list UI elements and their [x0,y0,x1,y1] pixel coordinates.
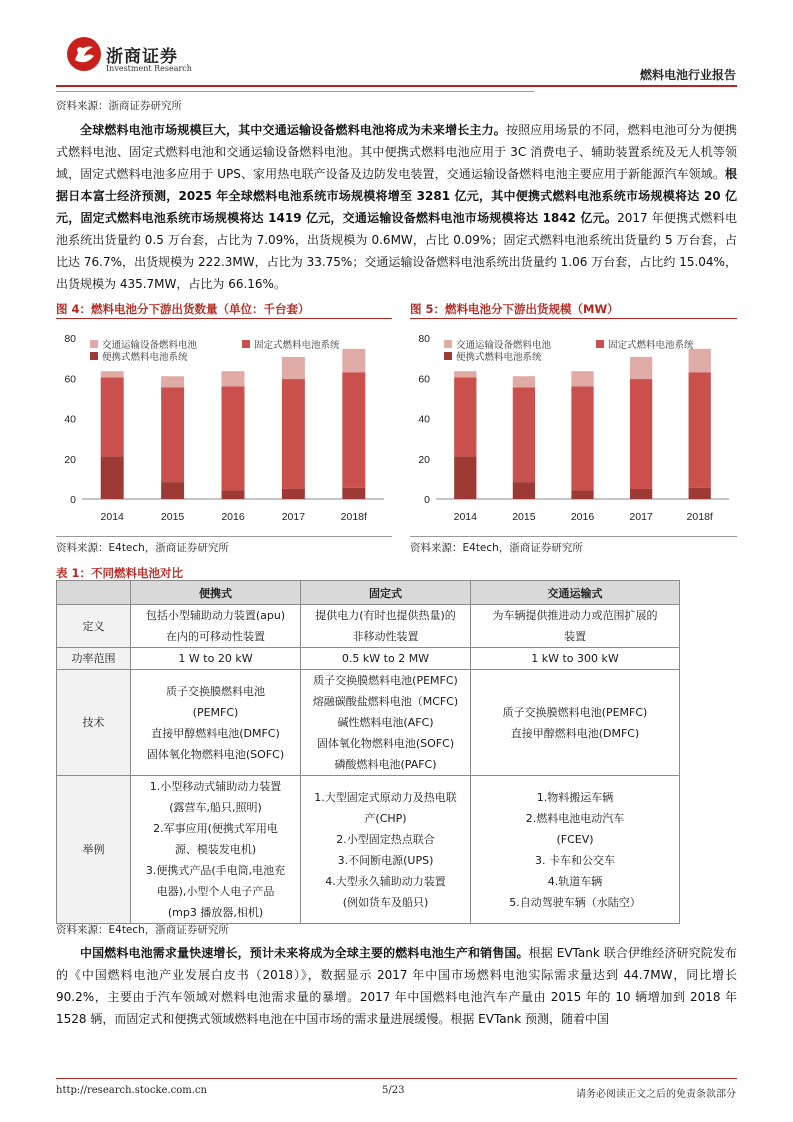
table-cell [301,776,471,924]
y-tick-label: 60 [418,373,430,386]
header-divider [56,85,737,87]
source-note-top: 资料来源：浙商证券研究所 [56,100,182,112]
legend-label: 固定式燃料电池系统 [254,340,340,351]
table-cell-line: 固体氧化物燃料电池(SOFC) [316,737,455,750]
legend-swatch [444,340,452,348]
table-cell [301,605,471,648]
table-cell-line: 磷酸燃料电池(PAFC) [334,758,437,771]
bar-segment-portable [513,482,535,499]
bar-segment-transport [513,376,535,387]
figure-4-source: 资料来源：E4tech，浙商证券研究所 [56,542,229,554]
table-cell-line: 碱性燃料电池(AFC) [337,716,434,729]
bar-segment-fixed [282,379,305,489]
table-cell-line: 装置 [564,630,586,643]
zheshang-logo-icon [66,36,102,72]
x-tick-label: 2017 [281,511,306,523]
y-tick-label: 40 [64,413,76,426]
bar-segment-portable [161,482,184,499]
figure-4-rule [56,318,392,319]
table-cell-line: 2.军事应用(便携式军用电 [153,822,278,835]
table-cell-line: 3. 卡车和公交车 [535,853,615,867]
legend-swatch [90,340,98,348]
paragraph2-lead-bold: 中国燃料电池需求量快速增长，预计未来将成为全球主要的燃料电池生产和销售国。 [80,946,529,960]
bar-segment-transport [101,371,124,377]
table-cell-line: 1 W to 20 kW [178,652,253,665]
y-tick-label: 80 [64,333,76,345]
figure-5-source: 资料来源：E4tech，浙商证券研究所 [410,542,583,554]
figure-5-rule [410,318,737,319]
bar-segment-portable [571,491,593,499]
table-cell-line: 直接甲醇燃料电池(DMFC) [510,726,640,740]
figure-5-chart [410,324,737,532]
table-cell-line: 2.小型固定热点联合 [336,832,435,846]
x-tick-label: 2014 [453,511,477,523]
bar-segment-transport [161,376,184,387]
table-cell-line: 为车辆提供推进动力或范围扩展的 [492,609,658,622]
table-cell-line: (mp3 播放器,相机) [167,906,264,919]
table-cell-line: 源、模装发电机) [174,843,257,856]
paragraph-forecast-bold: 根据日本富士经济预测，2025 年全球燃料电池系统市场规模将增至 3281 亿元，其中便携式燃料电池系统市场规模将达 20 亿元，固定式燃料电池系统市场规模将达 1419 亿元，交通运输设备燃料电池市场规模将达 1842 亿元。 [56,167,737,225]
x-tick-label: 2018f [340,511,367,523]
y-tick-label: 20 [64,453,76,466]
figure-5-title: 图 5：燃料电池分下游出货规模（MW） [410,302,619,316]
bar-segment-fixed [630,379,652,489]
bar-segment-portable [689,488,711,499]
bar-segment-transport [571,371,593,386]
bar-segment-fixed [161,388,184,483]
table-cell-line: 1.物料搬运车辆 [536,790,614,804]
bar-segment-transport [342,349,365,372]
bar-segment-fixed [454,377,476,456]
table-cell-line: 在内的可移动性装置 [166,630,265,643]
table-cell [471,605,680,648]
footer-divider [56,1078,737,1079]
table-header-fixed: 固定式 [301,581,471,605]
table-cell-line: 4.大型永久辅助动力装置 [325,874,446,888]
x-tick-label: 2015 [160,511,185,523]
x-tick-label: 2016 [570,511,595,523]
table-cell-line: 电器),小型个人电子产品 [156,885,275,898]
x-tick-label: 2017 [629,511,653,523]
table-cell-line: 质子交换膜燃料电池 [166,684,265,698]
paragraph-body: 按照应用场景的不同，燃料电池可分为便携式燃料电池、固定式燃料电池和交通运输设备燃料电池。其中便携式燃料电池应用于 3C 消费电子、辅助装置系统及无人机等领域，固定式燃料电池多应用于 UPS、家用热电联产设备及边防发电装置，交通运输设备燃料电池主要应用于新能源汽车领域。 [56,123,737,181]
bar-segment-portable [282,489,305,499]
table-cell [131,670,301,776]
report-title: 燃料电池行业报告 [639,68,736,82]
table-cell-line: (露营车,船只,照明) [169,801,262,814]
bar-segment-transport [454,371,476,377]
x-tick-label: 2015 [512,511,536,523]
table-cell-line: 5.自动驾驶车辆（水陆空） [509,895,641,909]
table-header-row [57,581,680,605]
figure-5-bottom-rule [410,536,737,537]
legend-label: 便携式燃料电池系统 [102,352,188,363]
table-cell [471,776,680,924]
table-row-power-range [57,648,680,670]
y-tick-label: 80 [418,333,430,345]
table-cell-line: (FCEV) [556,832,594,846]
page-number: 5/23 [382,1085,405,1096]
table-cell-line: 1 kW to 300 kW [531,652,619,665]
legend-label: 固定式燃料电池系统 [608,340,694,351]
figure-4-title: 图 4：燃料电池分下游出货数量（单位：千台套） [56,302,310,316]
figure-4-chart [56,324,392,532]
bar-segment-portable [630,489,652,499]
table-cell-line: 3.便携式产品(手电筒,电池充 [145,864,286,877]
table-cell [131,648,301,670]
table-header-transport: 交通运输式 [471,581,680,605]
y-tick-label: 0 [424,494,430,506]
table-row-examples [57,776,680,924]
x-tick-label: 2018f [686,511,713,523]
bar-segment-fixed [513,388,535,483]
bar-segment-transport [282,357,305,379]
y-tick-label: 20 [418,453,430,466]
footer-url[interactable]: http://research.stocke.com.cn [56,1085,207,1096]
table-cell [131,605,301,648]
table-1-source: 资料来源：E4tech，浙商证券研究所 [56,924,229,936]
table-cell-line: 产(CHP) [364,811,407,825]
bar-segment-fixed [101,377,124,456]
table-1-title: 表 1：不同燃料电池对比 [56,566,184,580]
paragraph-global-market [56,119,737,295]
y-tick-label: 40 [418,413,430,426]
table-cell-line: 1.小型移动式辅助动力装置 [149,780,282,793]
legend-label: 交通运输设备燃料电池 [456,340,552,351]
bar-segment-portable [454,456,476,499]
table-cell-line: 1.大型固定式原动力及热电联 [314,790,457,804]
table-row-label: 功率范围 [57,648,131,670]
source-divider [56,91,534,92]
x-tick-label: 2016 [221,511,245,523]
table-cell-line: 提供电力(有时也提供热量)的 [315,609,456,622]
brand-name-en: Investment Research [106,64,192,73]
x-tick-label: 2014 [100,511,124,523]
y-tick-label: 0 [70,494,76,506]
table-cell-line: 0.5 kW to 2 MW [341,652,430,665]
bar-segment-portable [101,456,124,499]
table-cell-line: 2.燃料电池电动汽车 [525,811,625,825]
table-cell-line: 3.不间断电源(UPS) [337,853,434,867]
legend-label: 便携式燃料电池系统 [456,352,542,363]
table-row-label: 举例 [57,776,131,924]
footer-disclaimer: 请务必阅读正文之后的免责条款部分 [576,1089,736,1100]
bar-segment-transport [630,357,652,379]
comparison-table [56,580,680,924]
table-header-portable: 便携式 [131,581,301,605]
bar-segment-fixed [342,372,365,488]
bar-segment-portable [222,491,245,499]
table-cell-line: (PEMFC) [192,705,239,719]
page-header [0,0,793,92]
legend-swatch [444,352,452,360]
table-cell-line: 熔融碳酸盐燃料电池（MCFC) [312,695,459,708]
table-cell-line: 非移动性装置 [352,630,419,643]
y-tick-label: 60 [64,373,76,386]
legend-swatch [90,352,98,360]
table-row-technology [57,670,680,776]
paragraph-china-demand [56,942,737,1030]
figure-4-bottom-rule [56,536,392,537]
brand-name-cn: 浙商证券 [106,47,178,67]
bar-segment-transport [222,371,245,386]
table-row-definition [57,605,680,648]
table-header-blank [57,581,131,605]
paragraph2-body: 根据 EVTank 联合伊维经济研究院发布的《中国燃料电池产业发展白皮书（2018）》，数据显示 2017 年中国市场燃料电池实际需求量达到 44.7MW，同比增长 90.2%，主要由于汽车领域对燃料电池需求量的暴增。2017 年中国燃料电池汽车产量由 2015 年的 10 辆增加到 2018 年 1528 辆，而固定式和便携式领域燃料电池在中国市场的需求量进展缓慢。根据 EVTank 预测，随着中国 [56,946,737,1026]
legend-swatch [242,340,250,348]
table-cell [471,670,680,776]
table-cell [301,670,471,776]
table-cell-line: 直接甲醇燃料电池(DMFC) [151,726,280,740]
paragraph-body-shipments: 2017 年便携式燃料电池系统出货量约 0.5 万台套，占比为 7.09%，出货规模为 0.6MW，占比 0.09%；固定式燃料电池系统出货量约 5 万台套，占比达 76.7%，出货规模为 222.3MW，占比为 33.75%；交通运输设备燃料电池系统出货量约 1.06 万台套，占比约 15.04%，出货规模为 435.7MW，占比为 66.16%。 [56,211,738,291]
bar-segment-fixed [222,386,245,490]
table-cell [131,776,301,924]
table-cell-line: 4.轨道车辆 [547,874,603,888]
bar-segment-transport [689,349,711,372]
table-cell-line: 包括小型辅助动力装置(apu) [145,609,286,622]
bar-segment-portable [342,488,365,499]
table-cell-line: 固体氧化物燃料电池(SOFC) [146,747,285,761]
table-cell [301,648,471,670]
table-cell-line: (例如货车及船只) [342,895,429,909]
table-row-label: 定义 [57,605,131,648]
legend-swatch [596,340,604,348]
table-cell [471,648,680,670]
bar-segment-fixed [689,372,711,488]
table-cell-line: 质子交换膜燃料电池(PEMFC) [502,705,648,719]
legend-label: 交通运输设备燃料电池 [102,340,198,351]
paragraph-lead-bold: 全球燃料电池市场规模巨大，其中交通运输设备燃料电池将成为未来增长主力。 [80,123,506,137]
table-row-label: 技术 [57,670,131,776]
table-cell-line: 质子交换膜燃料电池(PEMFC) [313,674,458,687]
bar-segment-fixed [571,386,593,490]
